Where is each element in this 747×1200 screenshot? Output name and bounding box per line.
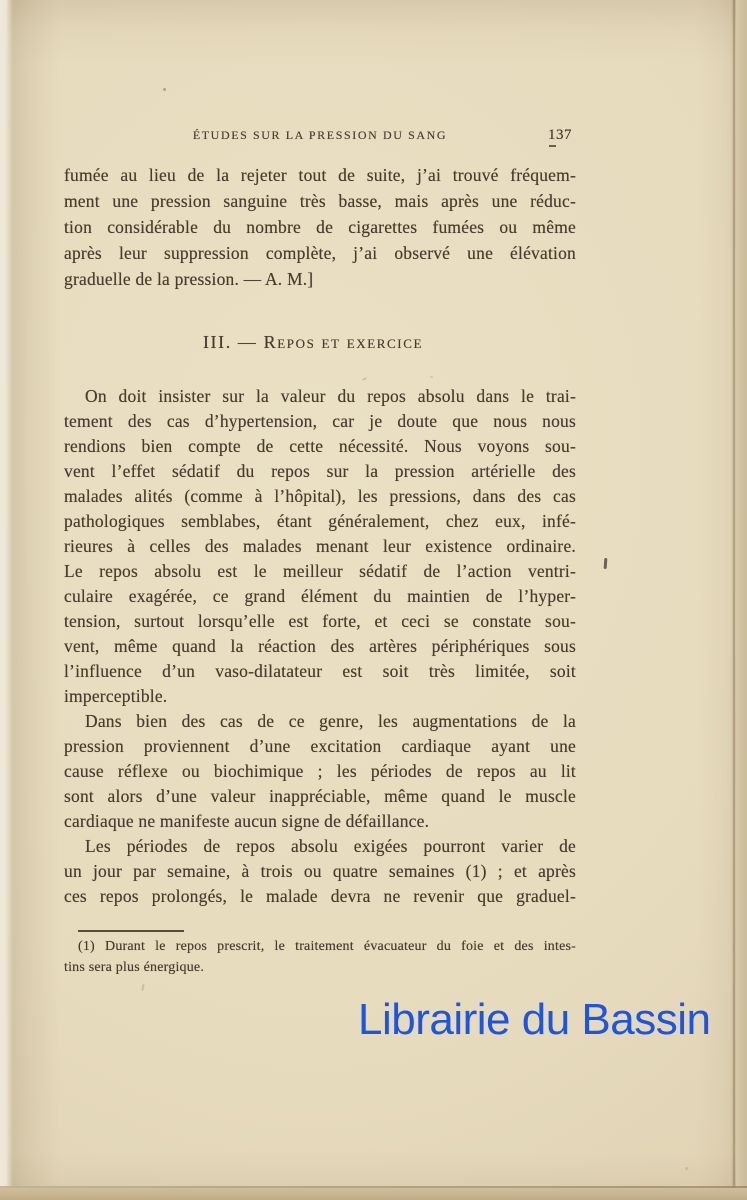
body-text [64,384,576,909]
text-line: tins sera plus énergique. [64,960,205,975]
page-edge-crease [733,0,735,1186]
page-edge-right [736,0,747,1188]
text-line: vent, même quand la réaction des artères périphériques sous [64,636,576,656]
text-line: tement des cas d’hypertension, car je doute que nous nous [64,411,576,431]
text-line: pression proviennent d’une excitation cardiaque ayant une [64,736,576,756]
text-line: fumée au lieu de la rejeter tout de suite, j’ai trouvé fréquem- [64,165,576,185]
text-line: l’influence d’un vaso-dilatateur est soit très limitée, soit [64,661,576,681]
text-line: cause réflexe ou biochimique ; les périodes de repos au lit [64,761,576,781]
text-line: un jour par semaine, à trois ou quatre semaines (1) ; et après [64,861,576,881]
stray-ink-mark [604,558,608,569]
paragraph-continuation [64,162,576,292]
text-line: sont alors d’une valeur inappréciable, même quand le muscle [64,786,576,806]
page-header [64,125,576,145]
text-line: rendions bien compte de cette nécessité. Nous voyons sou- [64,436,576,456]
paper-speck [430,376,433,378]
footnote [64,936,576,978]
section-heading: III. — Repos et exercice [202,332,424,352]
text-line: Dans bien des cas de ce genre, les augmentations de la [85,711,576,731]
paper-speck [362,377,367,381]
text-line: rieures à celles des malades menant leur existence ordinaire. [64,536,576,556]
paper-speck [685,1167,688,1170]
page-edge-bottom [0,1188,747,1200]
page-number: 137 [548,127,572,143]
text-line: On doit insister sur la valeur du repos absolu dans le trai- [85,386,576,406]
text-line: ces repos prolongés, le malade devra ne revenir que graduel- [64,886,576,906]
text-line: vent l’effet sédatif du repos sur la pression artérielle des [64,461,576,481]
paragraph-repos-1 [64,384,576,709]
paragraph-repos-2 [64,709,576,834]
bookseller-watermark: Librairie du Bassin [358,995,711,1044]
text-line: tion considérable du nombre de cigarettes fumées ou même [64,217,576,237]
text-line: Les périodes de repos absolu exigées pourront varier de [85,836,576,856]
running-title: ÉTUDES SUR LA PRESSION DU SANG [192,128,448,142]
footnote-rule [78,930,184,932]
text-line: culaire exagérée, ce grand élément du maintien de l’hyper- [64,586,576,606]
text-line: Le repos absolu est le meilleur sédatif de l’action ventri- [64,561,576,581]
page-number-underline-mark [549,145,556,147]
text-line: après leur suppression complète, j’ai observé une élévation [64,243,576,263]
text-line: (1) Durant le repos prescrit, le traitement évacuateur du foie et des intes- [78,939,576,954]
text-line: graduelle de la pression. — A. M.] [64,269,314,289]
text-line: imperceptible. [64,686,168,706]
text-line: pathologiques semblabes, étant généralement, chez eux, infé- [64,511,576,531]
paper-speck [163,88,166,91]
paragraph-repos-3 [64,834,576,909]
text-line: ment une pression sanguine très basse, mais après une réduc- [64,191,576,211]
text-line: malades alités (comme à l’hôpital), les pressions, dans des cas [64,486,576,506]
text-line: tension, surtout lorsqu’elle est forte, et ceci se constate sou- [64,611,576,631]
text-line: cardiaque ne manifeste aucun signe de défaillance. [64,811,430,831]
paper-speck [141,984,144,991]
